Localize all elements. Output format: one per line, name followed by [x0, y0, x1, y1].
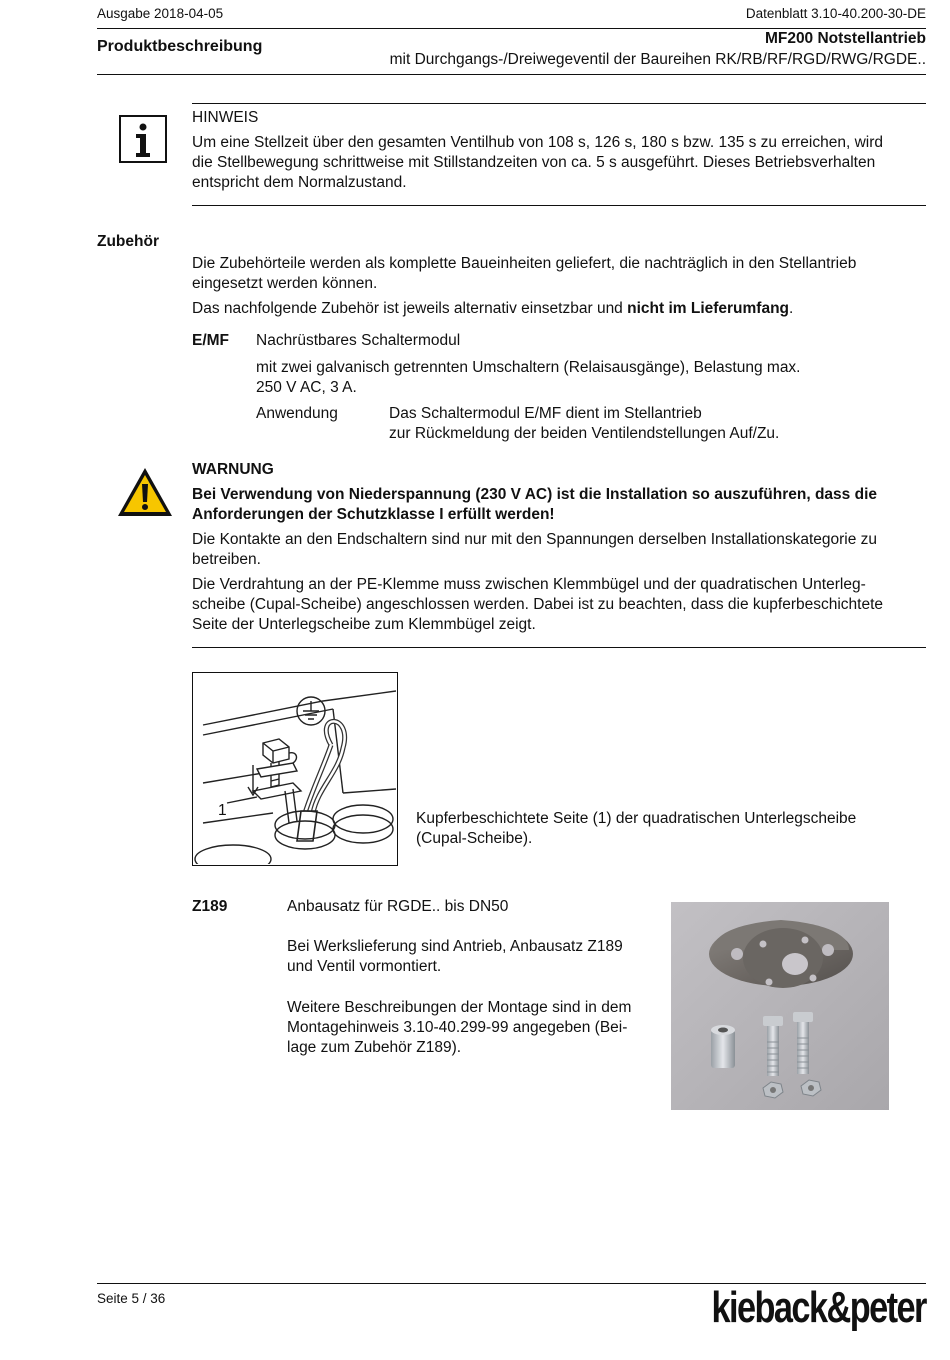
- emf-description: mit zwei galvanisch getrennten Umschaltern (Relaisausgänge), Belastung max. 250 V AC, 3 A.: [256, 359, 801, 396]
- page-number: Seite 5 / 36: [97, 1291, 166, 1306]
- z189-paragraph-2: Weitere Beschreibungen der Montage sind in dem Montagehinweis 3.10-40.299-99 angegeben (Bei- lage zum Zubehör Z189).: [287, 999, 632, 1056]
- accessories-intro: Die Zubehörteile werden als komplette Baueinheiten geliefert, die nachträglich in den Stellantrieb eingesetzt werden können.: [192, 255, 857, 292]
- kieback-peter-logo: kieback&peter: [711, 1283, 926, 1332]
- datasheet-number: Datenblatt 3.10-40.200-30-DE: [745, 6, 926, 21]
- warning-bottom-rule: [192, 647, 926, 648]
- z189-code: Z189: [192, 898, 228, 915]
- accessories-label: Zubehör: [97, 233, 159, 250]
- emf-code: E/MF: [192, 332, 230, 349]
- warning-bold-text: Bei Verwendung von Niederspannung (230 V AC) ist die Installation so auszuführen, dass die Anforderungen der Schutzklasse I erfüllt werden!: [192, 486, 877, 523]
- note-heading: HINWEIS: [192, 109, 259, 126]
- pe-terminal-figure: [192, 672, 398, 866]
- warning-heading: WARNUNG: [192, 461, 274, 478]
- product-title: MF200 Notstellantrieb: [764, 30, 926, 47]
- header-divider: [97, 28, 926, 29]
- note-bottom-rule: [192, 205, 926, 206]
- header-bottom-divider: [97, 74, 926, 75]
- info-icon: [119, 115, 167, 163]
- z189-kit-photo: [671, 902, 889, 1110]
- section-title: Produktbeschreibung: [97, 38, 263, 55]
- note-top-rule: [192, 103, 926, 104]
- warning-icon: [116, 466, 174, 518]
- z189-paragraph-1: Bei Werkslieferung sind Antrieb, Anbausatz Z189 und Ventil vormontiert.: [287, 938, 623, 975]
- product-subtitle: mit Durchgangs-/Dreiwegeventil der Baureihen RK/RB/RF/RGD/RWG/RGDE..: [389, 51, 926, 68]
- figure-caption: Kupferbeschichtete Seite (1) der quadratischen Unterlegscheibe (Cupal-Scheibe).: [416, 810, 857, 847]
- warning-paragraph-2: Die Verdrahtung an der PE-Klemme muss zwischen Klemmbügel und der quadratischen Unterleg- scheibe (Cupal-Scheibe) angeschlossen werden. Dabei ist zu beachten, dass die kupferbeschichtete Seite der Unterlegscheibe zum Klemmbügel zeigt.: [192, 576, 884, 633]
- accessories-alt-text: Das nachfolgende Zubehör ist jeweils alternativ einsetzbar und nicht im Lieferumfang.: [192, 300, 794, 317]
- note-body: Um eine Stellzeit über den gesamten Ventilhub von 108 s, 126 s, 180 s bzw. 135 s zu erreichen, wird die Stellbewegung schrittweise mit Stillstandzeiten von ca. 5 s ausgeführt. Dieses Betriebsverhalten entspricht dem Normalzustand.: [192, 134, 884, 191]
- z189-title: Anbausatz für RGDE.. bis DN50: [287, 898, 509, 915]
- issue-date: Ausgabe 2018-04-05: [97, 6, 224, 21]
- emf-title: Nachrüstbares Schaltermodul: [256, 332, 461, 349]
- figure-callout-number: 1: [218, 802, 227, 819]
- emf-use-text: Das Schaltermodul E/MF dient im Stellantrieb zur Rückmeldung der beiden Ventilendstellungen Auf/Zu.: [389, 405, 780, 442]
- warning-paragraph-1: Die Kontakte an den Endschaltern sind nur mit den Spannungen derselben Installationskategorie zu betreiben.: [192, 531, 878, 568]
- emf-use-label: Anwendung: [256, 405, 338, 422]
